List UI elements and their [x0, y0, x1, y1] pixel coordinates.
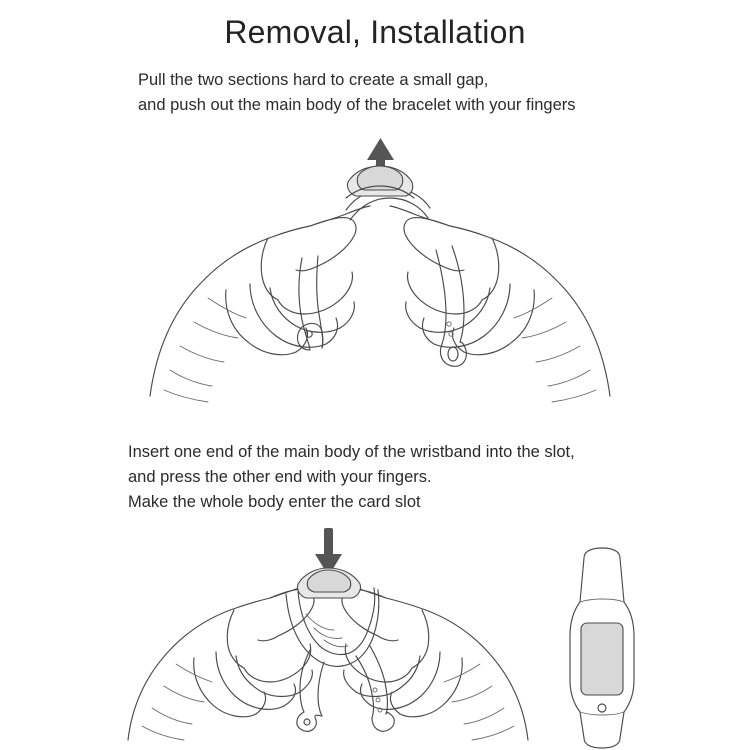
step-2-line-1: Insert one end of the main body of the wristband into the slot,	[128, 443, 575, 461]
left-hand-outline	[128, 586, 314, 740]
page-title: Removal, Installation	[224, 14, 526, 50]
step-2-line-3: Make the whole body enter the card slot	[128, 493, 421, 511]
step-2-line-2: and press the other end with your fingers.	[128, 468, 432, 486]
bracelet-strap	[298, 188, 467, 366]
left-hand-outline	[150, 206, 370, 402]
tracker-body	[297, 568, 360, 598]
step-1-line-2: and push out the main body of the bracelet with your fingers	[138, 96, 576, 114]
bracelet-strap	[286, 588, 394, 731]
right-hand-outline	[342, 586, 528, 740]
assembled-bracelet-illustration	[548, 548, 668, 748]
installation-illustration	[128, 528, 528, 743]
tracker-body	[346, 166, 414, 198]
home-button-icon	[598, 704, 606, 712]
step-1-line-1: Pull the two sections hard to create a small gap,	[138, 71, 489, 89]
step-1-instructions	[138, 68, 576, 118]
screen	[581, 623, 623, 695]
removal-illustration	[150, 138, 610, 408]
right-hand-outline	[390, 206, 610, 402]
step-2-instructions	[128, 440, 575, 515]
